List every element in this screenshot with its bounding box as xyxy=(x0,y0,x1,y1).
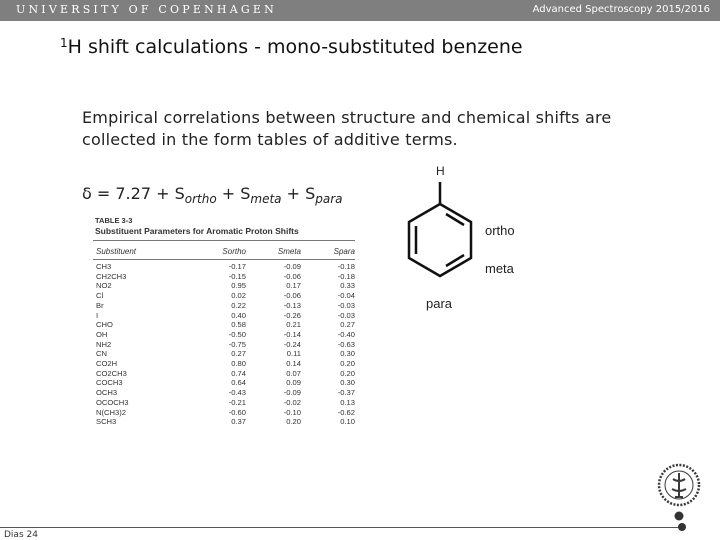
ortho-cell: -0.15 xyxy=(228,271,246,281)
table-caption: Substituent Parameters for Aromatic Proton Shifts xyxy=(95,226,299,236)
header-ortho: Sortho xyxy=(222,246,246,256)
substituent-cell: CN xyxy=(96,349,107,359)
meta-cell: 0.17 xyxy=(286,281,301,291)
top-banner xyxy=(0,0,720,21)
ortho-cell: -0.43 xyxy=(228,388,246,398)
table-row xyxy=(93,417,355,427)
ortho-cell: 0.22 xyxy=(231,300,246,310)
substituent-cell: OCH3 xyxy=(96,388,118,398)
ortho-cell: 0.27 xyxy=(231,349,246,359)
meta-cell: -0.06 xyxy=(283,271,301,281)
table-row xyxy=(93,388,355,398)
para-cell: 0.30 xyxy=(340,349,355,359)
table-row xyxy=(93,369,355,379)
meta-cell: 0.14 xyxy=(286,359,301,369)
formula-plus-1: + S xyxy=(216,184,251,203)
header-para: Spara xyxy=(333,246,355,256)
substituent-table xyxy=(93,216,355,448)
formula-plus-2: + S xyxy=(281,184,316,203)
meta-cell: 0.07 xyxy=(286,368,301,378)
substituent-cell: Cl xyxy=(96,291,104,301)
university-name: UNIVERSITY OF COPENHAGEN xyxy=(16,3,277,16)
para-cell: -0.63 xyxy=(337,339,355,349)
para-cell: -0.62 xyxy=(337,407,355,417)
ortho-cell: 0.64 xyxy=(231,378,246,388)
meta-cell: -0.09 xyxy=(283,388,301,398)
ortho-cell: -0.17 xyxy=(228,262,246,271)
ortho-cell: 0.37 xyxy=(231,417,246,427)
para-cell: -0.03 xyxy=(337,300,355,310)
formula-para-term: para xyxy=(315,192,343,207)
substituent-cell: N(CH3)2 xyxy=(96,407,126,417)
table-rule xyxy=(93,240,355,241)
substituent-cell: NH2 xyxy=(96,339,112,349)
substituent-cell: CO2H xyxy=(96,359,118,369)
footer-dot xyxy=(678,523,686,531)
table-row xyxy=(93,262,355,272)
meta-cell: -0.26 xyxy=(283,310,301,320)
meta-cell: -0.02 xyxy=(283,397,301,407)
para-cell: 0.13 xyxy=(340,397,355,407)
ring-hexagon xyxy=(409,204,471,276)
table-row xyxy=(93,281,355,291)
para-cell: -0.40 xyxy=(337,329,355,339)
meta-label: meta xyxy=(485,261,514,276)
ortho-cell: 0.74 xyxy=(231,368,246,378)
substituent-cell: Br xyxy=(96,300,104,310)
meta-cell: -0.13 xyxy=(283,300,301,310)
meta-cell: 0.09 xyxy=(286,378,301,388)
slide-title xyxy=(60,36,523,58)
table-row xyxy=(93,301,355,311)
meta-cell: 0.21 xyxy=(286,320,301,330)
shift-formula xyxy=(82,184,343,206)
substituent-cell: NO2 xyxy=(96,281,112,291)
table-row xyxy=(93,378,355,388)
table-row xyxy=(93,272,355,282)
university-seal-icon xyxy=(654,463,704,521)
substituent-cell: CH3 xyxy=(96,262,112,271)
substituent-cell: COCH3 xyxy=(96,378,123,388)
table-row xyxy=(93,330,355,340)
substituent-cell: OCOCH3 xyxy=(96,397,129,407)
para-cell: -0.03 xyxy=(337,310,355,320)
meta-cell: 0.11 xyxy=(286,349,301,359)
table-row xyxy=(93,340,355,350)
para-cell: 0.10 xyxy=(340,417,355,427)
table-row xyxy=(93,311,355,321)
para-cell: -0.18 xyxy=(337,271,355,281)
substituent-cell: CHO xyxy=(96,320,113,330)
table-row xyxy=(93,359,355,369)
ortho-cell: -0.60 xyxy=(228,407,246,417)
para-cell: 0.20 xyxy=(340,359,355,369)
substituent-cell: OH xyxy=(96,329,108,339)
title-superscript: 1 xyxy=(60,36,68,50)
course-title: Advanced Spectroscopy 2015/2016 xyxy=(532,4,710,15)
ortho-cell: -0.75 xyxy=(228,339,246,349)
para-cell: -0.37 xyxy=(337,388,355,398)
meta-cell: -0.14 xyxy=(283,329,301,339)
table-body xyxy=(93,262,355,427)
substituent-cell: CH2CH3 xyxy=(96,271,127,281)
ortho-cell: 0.40 xyxy=(231,310,246,320)
para-label: para xyxy=(426,296,453,311)
ortho-cell: 0.80 xyxy=(231,359,246,369)
ortho-cell: -0.50 xyxy=(228,329,246,339)
benzene-ring-svg xyxy=(395,162,545,322)
meta-cell: 0.20 xyxy=(286,417,301,427)
substituent-cell: I xyxy=(96,310,99,320)
header-meta: Smeta xyxy=(277,246,301,256)
formula-ortho-term: ortho xyxy=(184,192,217,207)
ortho-cell: 0.02 xyxy=(231,291,246,301)
table-row xyxy=(93,291,355,301)
header-substituent: Substituent xyxy=(96,246,137,256)
meta-cell: -0.24 xyxy=(283,339,301,349)
table-row xyxy=(93,408,355,418)
ortho-label: ortho xyxy=(485,223,515,238)
h-label: H xyxy=(436,164,445,178)
ortho-cell: -0.21 xyxy=(228,397,246,407)
ortho-cell: 0.58 xyxy=(231,320,246,330)
para-cell: 0.20 xyxy=(340,368,355,378)
table-row xyxy=(93,398,355,408)
footer-line xyxy=(0,527,682,528)
table-row xyxy=(93,320,355,330)
meta-cell: -0.09 xyxy=(283,262,301,271)
table-number: TABLE 3-3 xyxy=(95,216,133,225)
substituent-cell: CO2CH3 xyxy=(96,368,127,378)
meta-cell: -0.06 xyxy=(283,291,301,301)
formula-prefix: δ = 7.27 + S xyxy=(82,184,185,203)
para-cell: 0.33 xyxy=(340,281,355,291)
para-cell: -0.04 xyxy=(337,291,355,301)
para-cell: 0.30 xyxy=(340,378,355,388)
title-text: H shift calculations - mono-substituted benzene xyxy=(67,36,523,58)
para-cell: 0.27 xyxy=(340,320,355,330)
table-row xyxy=(93,349,355,359)
benzene-diagram xyxy=(395,162,545,322)
formula-meta-term: meta xyxy=(250,192,282,207)
table-header-row xyxy=(93,243,355,260)
lead-paragraph: Empirical correlations between structure and chemical shifts are collected in the form tables of additive terms. xyxy=(82,108,612,149)
slide-number: Dias 24 xyxy=(4,530,38,540)
substituent-cell: SCH3 xyxy=(96,417,117,427)
meta-cell: -0.10 xyxy=(283,407,301,417)
para-cell: -0.18 xyxy=(337,262,355,271)
ortho-cell: 0.95 xyxy=(231,281,246,291)
